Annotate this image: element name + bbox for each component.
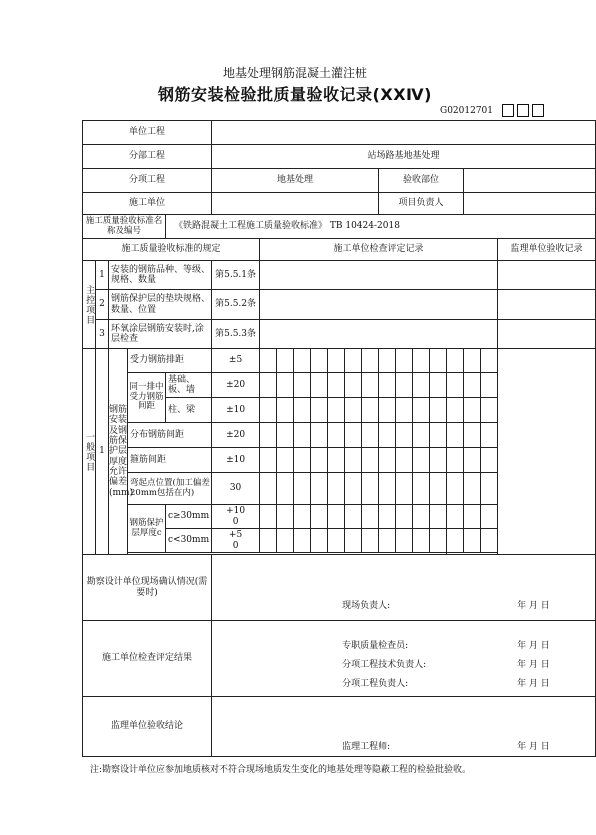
- measure-cell[interactable]: [379, 398, 396, 423]
- supervisor-conclusion-label: 监理单位验收结论: [83, 697, 212, 757]
- deviation-item-label: c≥30mm: [166, 505, 212, 529]
- measure-cell[interactable]: [430, 373, 447, 398]
- site-leader-sign: 现场负责人:: [342, 601, 391, 611]
- measure-cell[interactable]: [294, 473, 311, 505]
- measure-cell[interactable]: [362, 423, 379, 448]
- footnote: 注:勘察设计单位应参加地质核对不符合现场地质发生变化的地基处理等隐蔽工程的检验批验收。: [90, 765, 472, 775]
- measure-cell[interactable]: [379, 473, 396, 505]
- code-box-1[interactable]: [502, 104, 514, 117]
- form-title: 钢筋安装检验批质量验收记录(ⅩⅩⅣ): [158, 85, 432, 104]
- measure-cell[interactable]: [311, 529, 328, 553]
- measure-cell[interactable]: [260, 398, 277, 423]
- item-leader-date: 年 月 日: [517, 679, 550, 689]
- deviation-item-label: 弯起点位置(加工偏差20mm包括在内): [128, 473, 212, 505]
- measure-cell[interactable]: [260, 349, 277, 373]
- deviation-item-label: 箍筋间距: [128, 448, 212, 473]
- measure-cell[interactable]: [345, 373, 362, 398]
- measure-cell[interactable]: [260, 423, 277, 448]
- measure-cell[interactable]: [430, 448, 447, 473]
- measure-cell[interactable]: [311, 448, 328, 473]
- measure-cell[interactable]: [396, 473, 413, 505]
- measure-cell[interactable]: [464, 529, 481, 553]
- contractor-result-label: 施工单位检查评定结果: [83, 621, 212, 697]
- measure-cell[interactable]: [260, 529, 277, 553]
- measure-cell[interactable]: [260, 473, 277, 505]
- deviation-item-label: 分布钢筋间距: [128, 423, 212, 448]
- form-subtitle: 地基处理钢筋混凝土灌注桩: [222, 66, 367, 80]
- measure-cell[interactable]: [260, 448, 277, 473]
- measure-cell[interactable]: [447, 373, 464, 398]
- inspection-record-table: [82, 120, 596, 757]
- sub-project-label: 分部工程: [83, 145, 212, 169]
- measure-cell[interactable]: [328, 505, 345, 529]
- deviation-item-value: [212, 505, 260, 529]
- measure-cell[interactable]: [277, 423, 294, 448]
- measure-cell[interactable]: [379, 505, 396, 529]
- measure-cell[interactable]: [277, 448, 294, 473]
- measure-cell[interactable]: [328, 529, 345, 553]
- main-item-supervisor-cell[interactable]: [498, 320, 596, 349]
- measure-cell[interactable]: [260, 373, 277, 398]
- deviation-item-label: 柱、梁: [166, 398, 212, 423]
- measure-cell[interactable]: [294, 398, 311, 423]
- measure-cell[interactable]: [481, 373, 498, 398]
- measure-cell[interactable]: [464, 373, 481, 398]
- item-project-field[interactable]: 地基处理: [212, 169, 379, 193]
- measure-cell[interactable]: [311, 398, 328, 423]
- measure-cell[interactable]: [481, 529, 498, 553]
- contractor-check-column-header: 施工单位检查评定记录: [260, 239, 498, 261]
- unit-project-field[interactable]: [212, 121, 596, 145]
- measure-cell[interactable]: [294, 505, 311, 529]
- measure-cell[interactable]: [379, 448, 396, 473]
- deviation-item-value: ±20: [212, 423, 260, 448]
- measure-cell[interactable]: [294, 349, 311, 373]
- measure-cell[interactable]: [481, 349, 498, 373]
- measure-cell[interactable]: [379, 529, 396, 553]
- measure-cell[interactable]: [328, 448, 345, 473]
- technical-leader-date: 年 月 日: [517, 660, 550, 670]
- measure-cell[interactable]: [396, 373, 413, 398]
- main-items-group-label: 主控项目: [83, 261, 96, 349]
- measure-cell[interactable]: [430, 505, 447, 529]
- measure-cell[interactable]: [277, 473, 294, 505]
- main-item-no: 1: [96, 261, 109, 290]
- measure-cell[interactable]: [413, 529, 430, 553]
- measure-cell[interactable]: [430, 423, 447, 448]
- measure-cell[interactable]: [413, 423, 430, 448]
- supervisor-conclusion-cell[interactable]: [212, 697, 596, 757]
- supervising-engineer-sign: 监理工程师:: [342, 742, 391, 752]
- measure-cell[interactable]: [464, 349, 481, 373]
- main-item-supervisor-cell[interactable]: [498, 290, 596, 320]
- survey-confirm-cell[interactable]: [212, 555, 596, 621]
- measure-cell[interactable]: [447, 349, 464, 373]
- spec-column-header: 施工质量验收标准的规定: [83, 239, 260, 261]
- spacing-group-label: 同一排中受力钢筋间距: [128, 373, 166, 423]
- measure-cell[interactable]: [277, 505, 294, 529]
- measure-cell[interactable]: [328, 423, 345, 448]
- measure-cell[interactable]: [464, 505, 481, 529]
- measure-cell[interactable]: [430, 349, 447, 373]
- measure-cell[interactable]: [311, 505, 328, 529]
- measure-cell[interactable]: [430, 473, 447, 505]
- supervisor-date: 年 月 日: [517, 742, 550, 752]
- measure-cell[interactable]: [481, 473, 498, 505]
- deviation-item-label: 受力钢筋排距: [128, 349, 212, 373]
- measure-cell[interactable]: [277, 529, 294, 553]
- main-item-clause: 第5.5.3条: [212, 320, 260, 349]
- measure-cell[interactable]: [345, 448, 362, 473]
- acceptance-part-field[interactable]: [464, 169, 596, 193]
- measure-cell[interactable]: [430, 398, 447, 423]
- measure-cell[interactable]: [311, 349, 328, 373]
- measure-cell[interactable]: [413, 398, 430, 423]
- main-item-supervisor-cell[interactable]: [498, 261, 596, 290]
- measure-cell[interactable]: [294, 373, 311, 398]
- measure-cell[interactable]: [277, 373, 294, 398]
- measure-cell[interactable]: [396, 448, 413, 473]
- measure-cell[interactable]: [464, 473, 481, 505]
- general-item-supervisor-cell[interactable]: [498, 349, 596, 555]
- measure-cell[interactable]: [481, 505, 498, 529]
- main-item-desc: 环氧涂层钢筋安装时,涂层检查: [109, 320, 212, 349]
- project-leader-field[interactable]: [464, 193, 596, 215]
- measure-cell[interactable]: [464, 398, 481, 423]
- cover-ge30-value-bottom: 0: [232, 516, 239, 527]
- measure-cell[interactable]: [294, 529, 311, 553]
- survey-date: 年 月 日: [517, 601, 550, 611]
- measure-cell[interactable]: [447, 473, 464, 505]
- measure-cell[interactable]: [362, 529, 379, 553]
- measure-cell[interactable]: [294, 448, 311, 473]
- main-item-no: 3: [96, 320, 109, 349]
- main-item-check-cell[interactable]: [260, 320, 498, 349]
- measure-cell[interactable]: [379, 373, 396, 398]
- measure-cell[interactable]: [362, 349, 379, 373]
- measure-cell[interactable]: [396, 423, 413, 448]
- measure-cell[interactable]: [328, 373, 345, 398]
- measure-cell[interactable]: [311, 423, 328, 448]
- item-project-label: 分项工程: [83, 169, 212, 193]
- measure-cell[interactable]: [345, 473, 362, 505]
- acceptance-part-label: 验收部位: [379, 169, 464, 193]
- main-item-no: 2: [96, 290, 109, 320]
- standard-field[interactable]: 《铁路混凝土工程施工质量验收标准》 TB 10424-2018: [166, 215, 596, 239]
- measure-cell[interactable]: [430, 529, 447, 553]
- measure-cell[interactable]: [294, 423, 311, 448]
- deviation-item-value: 30: [212, 473, 260, 505]
- cover-lt30-value-top: +5: [228, 530, 243, 541]
- measure-cell[interactable]: [345, 398, 362, 423]
- cover-ge30-value-top: +10: [226, 506, 246, 517]
- measure-cell[interactable]: [362, 473, 379, 505]
- technical-leader-sign: 分项工程技术负责人:: [342, 660, 427, 670]
- measure-cell[interactable]: [481, 423, 498, 448]
- measure-cell[interactable]: [447, 529, 464, 553]
- measure-cell[interactable]: [396, 505, 413, 529]
- item-leader-sign: 分项工程负责人:: [342, 679, 409, 689]
- main-item-clause: 第5.5.1条: [212, 261, 260, 290]
- deviation-item-value: ±20: [212, 373, 260, 398]
- measure-cell[interactable]: [464, 448, 481, 473]
- measure-cell[interactable]: [447, 423, 464, 448]
- code-box-2[interactable]: [517, 104, 529, 117]
- measure-cell[interactable]: [447, 505, 464, 529]
- form-code: G02012701: [440, 106, 493, 116]
- measure-cell[interactable]: [481, 448, 498, 473]
- measure-cell[interactable]: [362, 505, 379, 529]
- measure-cell[interactable]: [345, 349, 362, 373]
- measure-cell[interactable]: [396, 398, 413, 423]
- survey-confirm-label: 勘察设计单位现场确认情况(需要时): [83, 555, 212, 621]
- measure-cell[interactable]: [328, 349, 345, 373]
- main-item-check-cell[interactable]: [260, 290, 498, 320]
- deviation-item-value: ±10: [212, 398, 260, 423]
- general-items-group-label: 一般项目: [83, 349, 96, 555]
- measure-cell[interactable]: [328, 398, 345, 423]
- deviation-item-value: [212, 529, 260, 553]
- main-item-check-cell[interactable]: [260, 261, 498, 290]
- measure-cell[interactable]: [413, 373, 430, 398]
- measure-cell[interactable]: [379, 423, 396, 448]
- deviation-item-value: ±5: [212, 349, 260, 373]
- measure-cell[interactable]: [277, 398, 294, 423]
- measure-cell[interactable]: [396, 529, 413, 553]
- sub-project-field[interactable]: 站场路基地基处理: [212, 145, 596, 169]
- code-box-3[interactable]: [532, 104, 544, 117]
- measure-cell[interactable]: [345, 529, 362, 553]
- deviation-item-label: 基础、板、墙: [166, 373, 212, 398]
- measure-cell[interactable]: [396, 349, 413, 373]
- measure-cell[interactable]: [464, 423, 481, 448]
- general-item-category: 钢筋安装及钢筋保护层厚度允许偏差(mm): [109, 349, 128, 555]
- inspector-date: 年 月 日: [517, 641, 550, 651]
- contractor-result-cell[interactable]: [212, 621, 596, 697]
- deviation-item-value: ±10: [212, 448, 260, 473]
- measure-cell[interactable]: [311, 473, 328, 505]
- standard-label: 施工质量验收标准名称及编号: [83, 215, 166, 239]
- measure-cell[interactable]: [362, 398, 379, 423]
- measure-cell[interactable]: [260, 505, 277, 529]
- contractor-label: 施工单位: [83, 193, 212, 215]
- measure-cell[interactable]: [447, 448, 464, 473]
- measure-cell[interactable]: [345, 505, 362, 529]
- measure-cell[interactable]: [413, 505, 430, 529]
- measure-cell[interactable]: [277, 349, 294, 373]
- measure-cell[interactable]: [379, 349, 396, 373]
- measure-cell[interactable]: [413, 473, 430, 505]
- measure-cell[interactable]: [447, 398, 464, 423]
- cover-group-label: 钢筋保护层厚度c: [128, 505, 166, 553]
- supervisor-check-column-header: 监理单位验收记录: [498, 239, 596, 261]
- project-leader-label: 项目负责人: [379, 193, 464, 215]
- contractor-field[interactable]: [212, 193, 379, 215]
- measure-cell[interactable]: [413, 349, 430, 373]
- measure-cell[interactable]: [362, 448, 379, 473]
- main-item-clause: 第5.5.2条: [212, 290, 260, 320]
- main-item-desc: 钢筋保护层的垫块规格、数量、位置: [109, 290, 212, 320]
- deviation-item-label: c<30mm: [166, 529, 212, 553]
- main-item-desc: 安装的钢筋品种、等级、规格、数量: [109, 261, 212, 290]
- measure-cell[interactable]: [362, 373, 379, 398]
- measure-cell[interactable]: [311, 373, 328, 398]
- measure-cell[interactable]: [481, 398, 498, 423]
- measure-cell[interactable]: [328, 473, 345, 505]
- measure-cell[interactable]: [345, 423, 362, 448]
- general-item-no: 1: [96, 349, 109, 555]
- unit-project-label: 单位工程: [83, 121, 212, 145]
- quality-inspector-sign: 专职质量检查员:: [342, 641, 409, 651]
- cover-lt30-value-bottom: 0: [232, 540, 239, 551]
- measure-cell[interactable]: [413, 448, 430, 473]
